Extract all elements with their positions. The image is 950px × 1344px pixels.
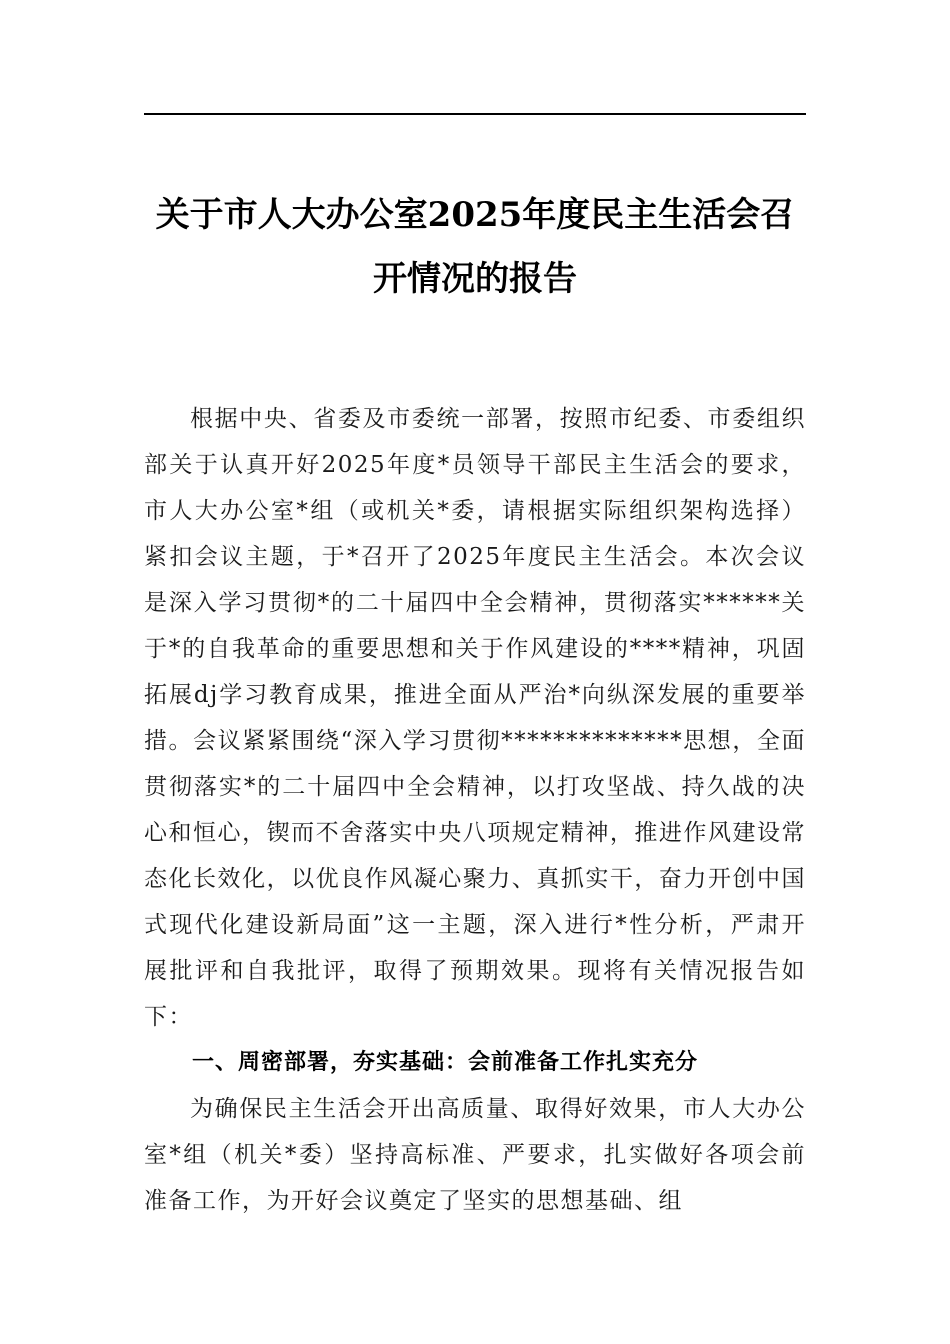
- section-heading-1: 一、周密部署，夯实基础：会前准备工作扎实充分: [192, 1050, 699, 1075]
- header-rule: [144, 113, 806, 115]
- document-body: [144, 396, 806, 1224]
- document-title: [144, 183, 806, 311]
- section-1-paragraph: 为确保民主生活会开出高质量、取得好效果，市人大办公室*组（机关*委）坚持高标准、严要求，扎实做好各项会前准备工作，为开好会议奠定了坚实的思想基础、组: [144, 1096, 806, 1214]
- intro-paragraph: 根据中央、省委及市委统一部署，按照市纪委、市委组织部关于认真开好2025年度*员领导干部民主生活会的要求，市人大办公室*组（或机关*委，请根据实际组织架构选择）紧扣会议主题，于*召开了2025年度民主生活会。本次会议是深入学习贯彻*的二十届四中全会精神，贯彻落实******关于*的自我革命的重要思想和关于作风建设的****精神，巩固拓展dj学习教育成果，推进全面从严治*向纵深发展的重要举措。会议紧紧围绕“深入学习贯彻**************思想，全面贯彻落实*的二十届四中全会精神，以打攻坚战、持久战的决心和恒心，锲而不舍落实中央八项规定精神，推进作风建设常态化长效化，以优良作风凝心聚力、真抓实干，奋力开创中国式现代化建设新局面”这一主题，深入进行*性分析，严肃开展批评和自我批评，取得了预期效果。现将有关情况报告如下：: [144, 406, 806, 1030]
- title-line-2: 开情况的报告: [373, 258, 577, 299]
- title-line-1: 关于市人大办公室2025年度民主生活会召: [155, 194, 795, 235]
